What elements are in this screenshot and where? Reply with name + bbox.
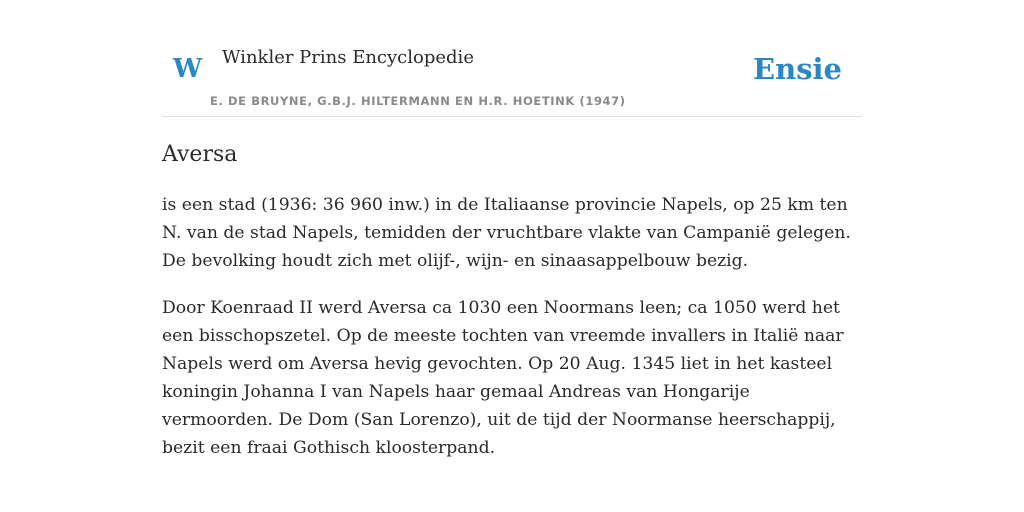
source-header xyxy=(162,0,862,117)
article-paragraph-1: is een stad (1936: 36 960 inw.) in de Italiaanse provincie Napels, op 25 km ten N. van de stad Napels, temidden der vruchtbare vlakte van Campanië gelegen. De bevolking houdt zich met olijf-, wijn- en sinaasappelbouw bezig. xyxy=(162,195,851,271)
article-title: Aversa xyxy=(162,142,238,167)
source-authors: E. DE BRUYNE, G.B.J. HILTERMANN EN H.R. HOETINK (1947) xyxy=(210,94,626,108)
ensie-logo[interactable]: Ensie xyxy=(753,52,842,86)
article-paragraph-2: Door Koenraad II werd Aversa ca 1030 een Noormans leen; ca 1050 werd het een bisschopszetel. Op de meeste tochten van vreemde invallers in Italië naar Napels werd om Aversa hevig gevochten. Op 20 Aug. 1345 liet in het kasteel koningin Johanna I van Napels haar gemaal Andreas van Hongarije vermoorden. De Dom (San Lorenzo), uit de tijd der Noormanse heerschappij, bezit een fraai Gothisch kloosterpand. xyxy=(162,298,844,458)
article-content xyxy=(162,136,862,462)
winkler-prins-logo[interactable]: W xyxy=(173,54,203,84)
source-title[interactable]: Winkler Prins Encyclopedie xyxy=(222,47,474,68)
